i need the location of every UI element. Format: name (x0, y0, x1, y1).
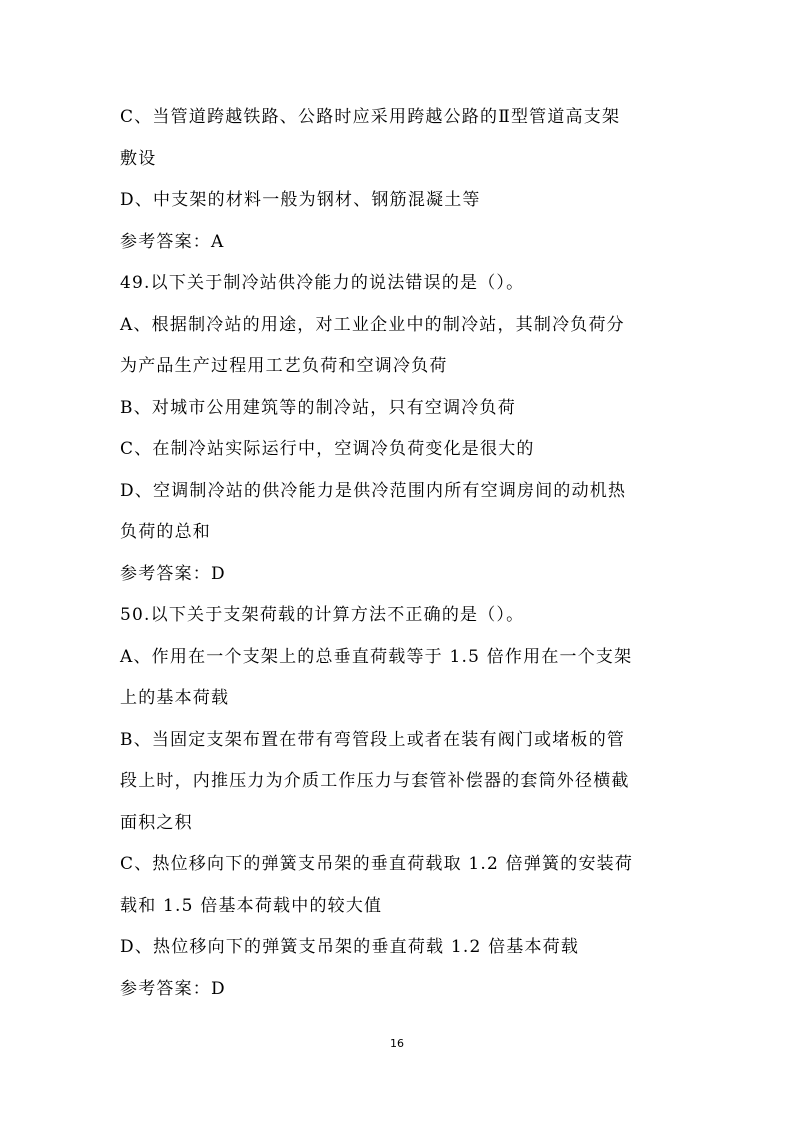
question-50-option-b-line-1: B、当固定支架布置在带有弯管段上或者在装有阀门或堵板的管 (120, 730, 626, 750)
question-50-option-a-line-1: A、作用在一个支架上的总垂直荷载等于 1.5 倍作用在一个支架 (120, 647, 633, 667)
question-50-answer: 参考答案：D (120, 979, 226, 999)
question-48-option-c-line-2: 敷设 (120, 149, 157, 169)
question-50-stem: 50.以下关于支架荷载的计算方法不正确的是（）。 (120, 605, 525, 625)
question-49-option-d-line-2: 负荷的总和 (120, 522, 211, 542)
question-48-answer: 参考答案：A (120, 232, 225, 252)
question-49-option-d-line-1: D、空调制冷站的供冷能力是供冷范围内所有空调房间的动机热 (120, 481, 627, 501)
question-48-option-d: D、中支架的材料一般为钢材、钢筋混凝土等 (120, 190, 481, 210)
question-49-stem: 49.以下关于制冷站供冷能力的说法错误的是（）。 (120, 273, 525, 293)
question-49-option-c: C、在制冷站实际运行中，空调冷负荷变化是很大的 (120, 439, 535, 459)
question-49-answer: 参考答案：D (120, 564, 226, 584)
question-50-option-a-line-2: 上的基本荷载 (120, 688, 230, 708)
question-50-option-b-line-3: 面积之积 (120, 813, 193, 833)
question-49-option-b: B、对城市公用建筑等的制冷站，只有空调冷负荷 (120, 398, 516, 418)
question-50-option-d: D、热位移向下的弹簧支吊架的垂直荷载 1.2 倍基本荷载 (120, 937, 580, 957)
question-48-option-c-line-1: C、当管道跨越铁路、公路时应采用跨越公路的Ⅱ型管道高支架 (120, 107, 621, 127)
question-50-option-c-line-1: C、热位移向下的弹簧支吊架的垂直荷载取 1.2 倍弹簧的安装荷 (120, 854, 634, 874)
question-50-option-c-line-2: 载和 1.5 倍基本荷载中的较大值 (120, 896, 383, 916)
question-49-option-a-line-2: 为产品生产过程用工艺负荷和空调冷负荷 (120, 356, 448, 376)
question-50-option-b-line-2: 段上时，内推压力为介质工作压力与套管补偿器的套筒外径横截 (120, 771, 630, 791)
page-number: 16 (390, 1037, 404, 1050)
question-49-option-a-line-1: A、根据制冷站的用途，对工业企业中的制冷站，其制冷负荷分 (120, 315, 625, 335)
